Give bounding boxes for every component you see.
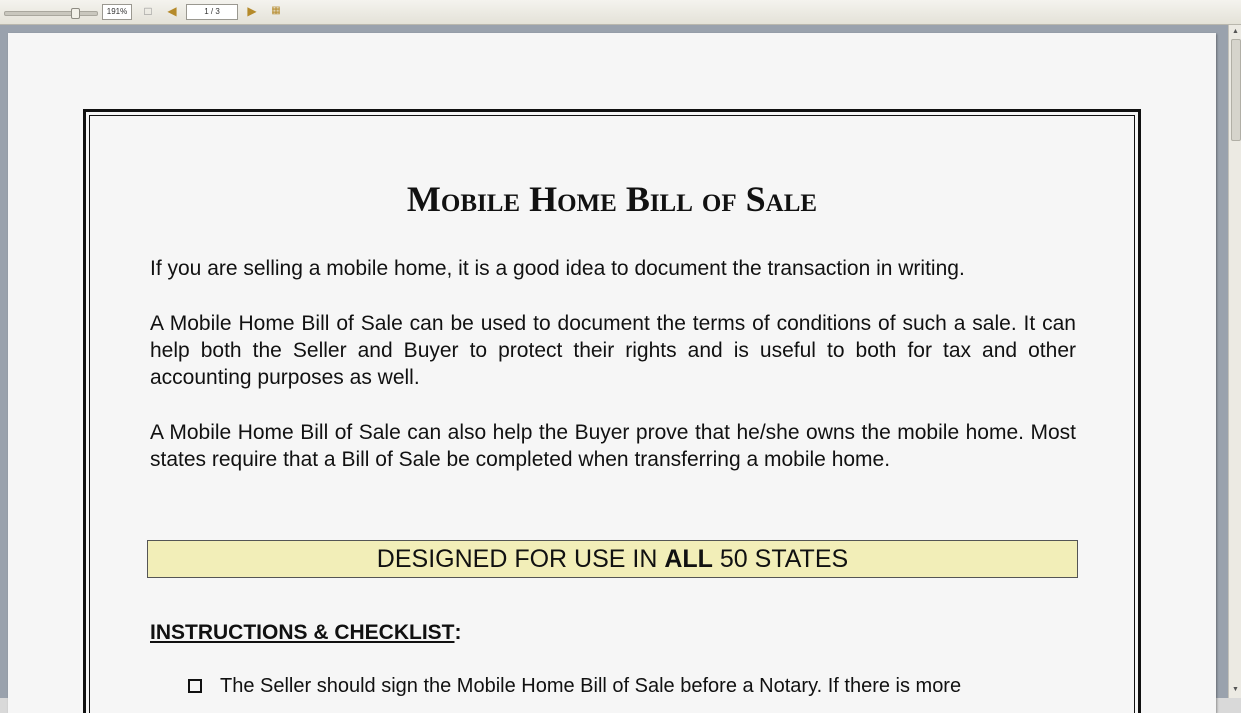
vertical-scrollbar[interactable] <box>1228 25 1241 698</box>
tools-icon[interactable]: ▦ <box>271 5 281 16</box>
states-banner <box>147 540 1078 578</box>
next-page-icon[interactable]: ▶ <box>247 4 257 18</box>
scroll-up-icon[interactable]: ▲ <box>1232 28 1239 35</box>
zoom-level-field[interactable]: 191% <box>102 4 132 20</box>
zoom-slider[interactable] <box>4 11 98 16</box>
zoom-slider-handle[interactable] <box>71 8 80 19</box>
toolbar <box>0 0 1241 25</box>
intro-paragraph: If you are selling a mobile home, it is a good idea to document the transaction in writing. <box>150 257 965 280</box>
banner-prefix: DESIGNED FOR USE IN <box>376 545 665 573</box>
section-heading <box>150 621 462 645</box>
document-page <box>8 33 1216 713</box>
checkbox-icon <box>188 679 202 693</box>
checklist-item <box>188 675 1058 698</box>
ownership-paragraph: A Mobile Home Bill of Sale can also help the Buyer prove that he/she owns the mobile home. Most states require that a Bill of Sale be completed when transferring a mobile home. <box>150 421 1076 471</box>
scroll-down-icon[interactable]: ▼ <box>1232 686 1239 693</box>
page-number-field[interactable]: 1 / 3 <box>186 4 238 20</box>
banner-suffix: 50 STATES <box>712 545 849 573</box>
purpose-paragraph: A Mobile Home Bill of Sale can be used to document the terms of conditions of such a sale. It can help both the Seller and Buyer to protect their rights and is useful to both for tax and other accounting purposes as well. <box>150 312 1076 389</box>
checklist-item-text: The Seller should sign the Mobile Home Bill of Sale before a Notary. If there is more <box>220 675 962 697</box>
section-heading-text: INSTRUCTIONS & CHECKLIST <box>150 621 455 644</box>
page-icon[interactable]: □ <box>144 4 152 18</box>
scrollbar-thumb[interactable] <box>1231 39 1241 141</box>
section-heading-colon: : <box>454 621 462 644</box>
document-viewer[interactable] <box>0 25 1228 698</box>
banner-emphasis: ALL <box>664 545 713 573</box>
previous-page-icon[interactable]: ◀ <box>167 4 177 18</box>
document-title: Mobile Home Bill of Sale <box>406 179 818 219</box>
